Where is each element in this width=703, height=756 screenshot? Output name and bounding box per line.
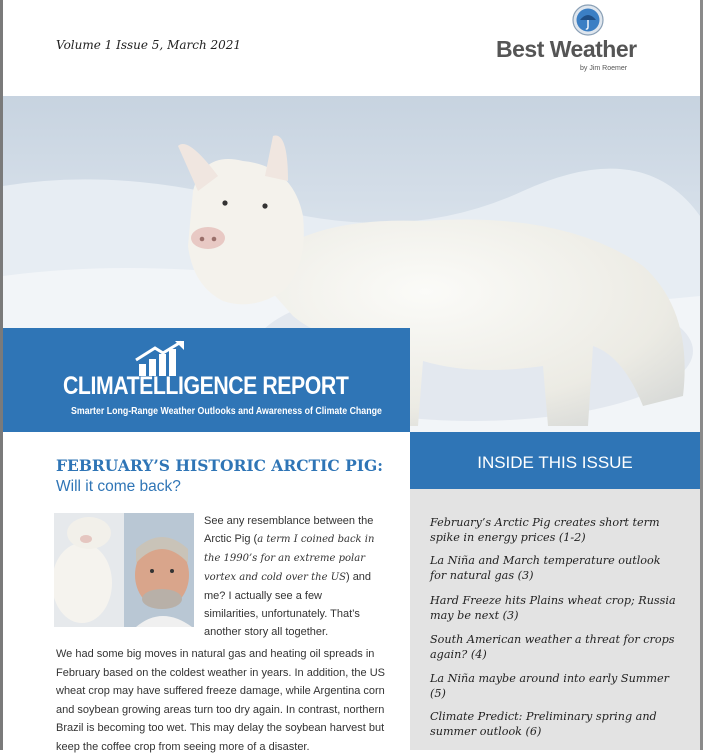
report-title: CLIMATELLIGENCE REPORT (63, 372, 349, 400)
toc-item[interactable]: February’s Arctic Pig creates short term spike in energy prices (1-2) (430, 516, 660, 544)
rising-bar-chart-arrow-icon (133, 340, 193, 376)
article-subheadline: Will it come back? (56, 478, 181, 495)
logo-subtitle: by Jim Roemer (580, 65, 628, 72)
article-headline: FEBRUARY’S HISTORIC ARCTIC PIG: (56, 456, 383, 475)
author-with-pig-photo (54, 513, 194, 627)
issue-line: Volume 1 Issue 5, March 2021 (56, 38, 242, 52)
sidebar-title: INSIDE THIS ISSUE (410, 432, 700, 489)
logo-title: Best Weather (496, 36, 637, 62)
umbrella-globe-icon (572, 4, 604, 36)
article-intro: See any resemblance between the Arctic Pig (a term I coined back in the 1990’s for an extreme polar vortex and cold over the US) and me? I actually see a few similarities, unfortunately. That’s another story all together. (204, 515, 375, 638)
report-subtitle: Smarter Long-Range Weather Outlooks and Awareness of Climate Change (71, 406, 382, 417)
article-body: We had some big moves in natural gas and heating oil spreads in February based on the coldest weather in years. In addition, the US wheat crop may have suffered freeze damage, while Argentina corn and soybean growing areas turn too dry again. In contrast, northern Brazil is becoming too wet. This may delay the soybean harvest but keep the coffee crop from seeing more of a disaster. (56, 648, 385, 753)
toc-item[interactable]: Hard Freeze hits Plains wheat crop; Russia may be next (3) (430, 594, 676, 622)
toc-item[interactable]: La Niña and March temperature outlook for natural gas (3) (430, 554, 661, 582)
best-weather-logo (496, 4, 656, 74)
toc-item[interactable]: South American weather a threat for crops again? (4) (430, 633, 675, 661)
toc-item[interactable]: La Niña maybe around into early Summer (5) (430, 672, 669, 700)
toc-item[interactable]: Climate Predict: Preliminary spring and summer outlook (6) (430, 710, 657, 738)
climatelligence-banner (3, 328, 410, 432)
inside-this-issue-sidebar (410, 489, 700, 750)
